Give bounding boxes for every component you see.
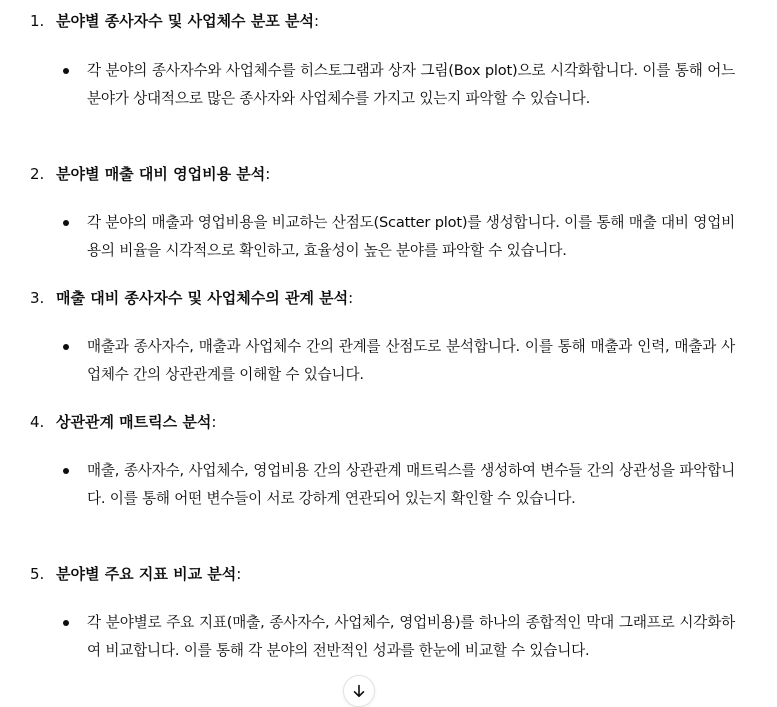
- bullet-text: 매출과 종사자수, 매출과 사업체수 간의 관계를 산점도로 분석합니다. 이를 통해 매출과 인력, 매출과 사업체수 간의 상관관계를 이해할 수 있습니다.: [87, 338, 735, 383]
- list-title: 분야별 매출 대비 영업비용 분석: [56, 165, 266, 183]
- bullet-text: 매출, 종사자수, 사업체수, 영업비용 간의 상관관계 매트릭스를 생성하여 변수들 간의 상관성을 파악합니다. 이를 통해 어떤 변수들이 서로 강하게 연관되어 있는지 확인할 수 있습니다.: [87, 462, 735, 507]
- list-number: 5.: [30, 565, 45, 583]
- list-title: 매출 대비 종사자수 및 사업체수의 관계 분석: [56, 289, 349, 307]
- bullet-text: 각 분야별로 주요 지표(매출, 종사자수, 사업체수, 영업비용)를 하나의 종합적인 막대 그래프로 시각화하여 비교합니다. 이를 통해 각 분야의 전반적인 성과를 한눈에 비교할 수 있습니다.: [87, 614, 735, 659]
- list-number: 2.: [30, 165, 45, 183]
- scroll-to-bottom-button[interactable]: [343, 675, 375, 707]
- list-title: 상관관계 매트릭스 분석: [56, 413, 212, 431]
- list-item-heading: 2. 분야별 매출 대비 영업비용 분석:: [30, 165, 271, 183]
- arrow-down-icon: [351, 683, 367, 699]
- list-title: 분야별 주요 지표 비교 분석: [56, 565, 237, 583]
- list-title: 분야별 종사자수 및 사업체수 분포 분석: [56, 12, 314, 30]
- list-number: 1.: [30, 12, 45, 30]
- list-item-heading: 4. 상관관계 매트릭스 분석:: [30, 413, 217, 431]
- list-number: 3.: [30, 289, 45, 307]
- list-item-heading: 5. 분야별 주요 지표 비교 분석:: [30, 565, 242, 583]
- list-item-heading: 1. 분야별 종사자수 및 사업체수 분포 분석:: [30, 12, 320, 30]
- bullet-text: 각 분야의 매출과 영업비용을 비교하는 산점도(Scatter plot)를 생성합니다. 이를 통해 매출 대비 영업비용의 비율을 시각적으로 확인하고, 효율성이 높은 분야를 파악할 수 있습니다.: [87, 214, 735, 259]
- list-item-heading: 3. 매출 대비 종사자수 및 사업체수의 관계 분석:: [30, 289, 354, 307]
- bullet-text: 각 분야의 종사자수와 사업체수를 히스토그램과 상자 그림(Box plot)으로 시각화합니다. 이를 통해 어느 분야가 상대적으로 많은 종사자와 사업체수를 가지고 있는지 파악할 수 있습니다.: [87, 62, 735, 107]
- list-number: 4.: [30, 413, 45, 431]
